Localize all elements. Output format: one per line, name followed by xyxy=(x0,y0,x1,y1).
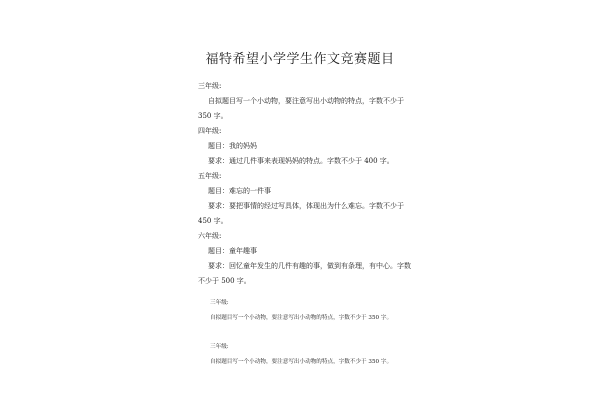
grade-5-requirement-line-2: 450 字。 xyxy=(198,217,228,225)
grade-4-heading: 四年级: xyxy=(198,127,222,135)
grade-3-requirement-line-2: 350 字。 xyxy=(198,112,228,120)
grade-3-requirement-line-1: 自拟题目写一个小动物，要注意写出小动物的特点，字数不少于 xyxy=(208,97,404,105)
grade-3-heading: 三年级: xyxy=(198,82,222,90)
grade-6-requirement-line-1: 要求：回忆童年发生的几件有趣的事，做到有条理，有中心。字数 xyxy=(208,262,411,270)
grade-6-topic: 题目：童年趣事 xyxy=(208,247,257,255)
document-title: 福特希望小学学生作文竞赛题目 xyxy=(205,52,395,67)
footer-block-2-heading: 三年级: xyxy=(210,344,229,350)
grade-4-requirement: 要求：通过几件事来表现妈妈的特点。字数不少于 400 字。 xyxy=(208,157,394,165)
grade-5-requirement-line-1: 要求：要把事情的经过写具体，体现出为什么难忘。字数不少于 xyxy=(208,202,404,210)
footer-block-1-heading: 三年级: xyxy=(210,300,229,306)
grade-4-topic: 题目：我的妈妈 xyxy=(208,142,257,150)
grade-6-requirement-line-2: 不少于 500 字。 xyxy=(198,277,251,285)
grade-6-heading: 六年级: xyxy=(198,232,222,240)
footer-block-2-line: 自拟题目写一个小动物，要注意写出小动物的特点，字数不少于 350 字。 xyxy=(210,359,393,365)
grade-5-heading: 五年级: xyxy=(198,172,222,180)
footer-block-1-line: 自拟题目写一个小动物，要注意写出小动物的特点，字数不少于 350 字。 xyxy=(210,315,393,321)
grade-5-topic: 题目：难忘的一件事 xyxy=(208,187,271,195)
